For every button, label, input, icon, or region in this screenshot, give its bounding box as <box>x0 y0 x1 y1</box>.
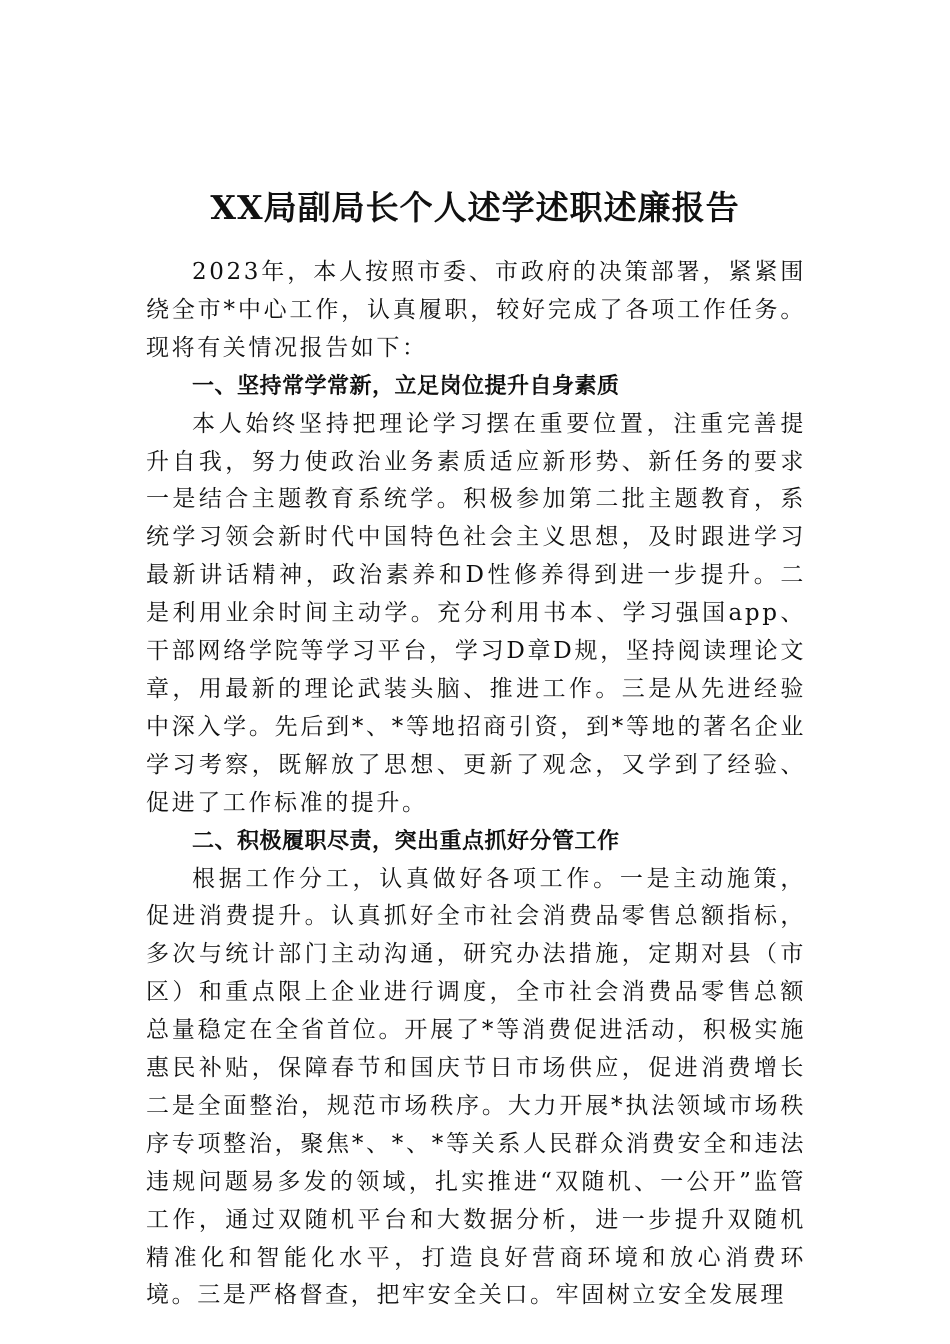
section-2-heading: 二、积极履职尽责，突出重点抓好分管工作 <box>192 828 620 854</box>
document-title: XX局副局长个人述学述职述廉报告 <box>210 188 740 228</box>
section-1-heading: 一、坚持常学常新，立足岗位提升自身素质 <box>192 373 620 399</box>
section-1-paragraph: 本人始终坚持把理论学习摆在重要位置，注重完善提升自我，努力使政治业务素质适应新形势、新任务的要求一是结合主题教育系统学。积极参加第二批主题教育，系统学习领会新时代中国特色社会主义思想，及时跟进学习最新讲话精神，政治素养和D性修养得到进一步提升。二是利用业余时间主动学。充分利用书本、学习强国app、干部网络学院等学习平台，学习D章D规，坚持阅读理论文章，用最新的理论武装头脑、推进工作。三是从先进经验中深入学。先后到*、*等地招商引资，到*等地的著名企业学习考察，既解放了思想、更新了观念，又学到了经验、促进了工作标准的提升。 <box>146 410 806 816</box>
intro-paragraph: 2023年，本人按照市委、市政府的决策部署，紧紧围绕全市*中心工作，认真履职，较好完成了各项工作任务。现将有关情况报告如下： <box>146 259 806 361</box>
section-2-paragraph: 根据工作分工，认真做好各项工作。一是主动施策，促进消费提升。认真抓好全市社会消费品零售总额指标，多次与统计部门主动沟通，研究办法措施，定期对县（市区）和重点限上企业进行调度，全市社会消费品零售总额总量稳定在全省首位。开展了*等消费促进活动，积极实施惠民补贴，保障春节和国庆节日市场供应，促进消费增长二是全面整治，规范市场秩序。大力开展*执法领域市场秩序专项整治，聚焦*、*、*等关系人民群众消费安全和违法违规问题易多发的领域，扎实推进“双随机、一公开”监管工作，通过双随机平台和大数据分析，进一步提升双随机精准化和智能化水平，打造良好营商环境和放心消费环境。三是严格督查，把牢安全关口。牢固树立安全发展理 <box>146 865 806 1309</box>
document-body <box>146 254 806 1315</box>
